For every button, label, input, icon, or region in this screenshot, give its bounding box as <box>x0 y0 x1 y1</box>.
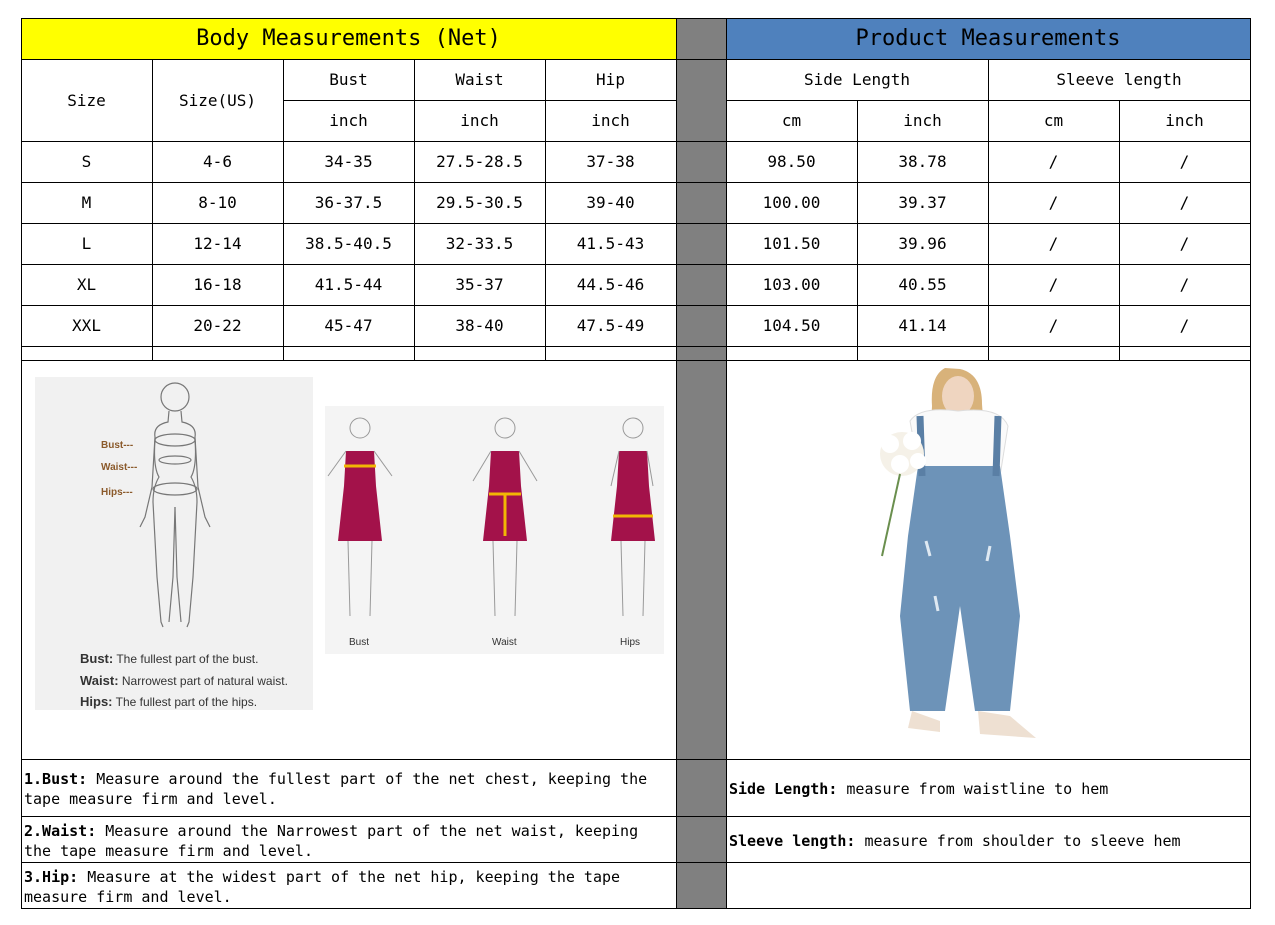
col-size: Size <box>67 90 106 110</box>
def-waist: Waist: Narrowest part of natural waist. <box>80 673 288 688</box>
overalls-model-drawing <box>860 366 1070 744</box>
table-cell: 37-38 <box>586 152 635 171</box>
table-cell: 38.5-40.5 <box>305 234 392 253</box>
unit-waist: inch <box>460 111 499 130</box>
figure-label-waist: Waist--- <box>101 462 138 473</box>
table-cell: XXL <box>72 316 101 335</box>
grid-line <box>676 18 677 909</box>
col-waist: Waist <box>455 70 504 89</box>
measuring-dress-drawing <box>325 406 664 654</box>
unit-sleeve-cm: cm <box>1043 111 1064 130</box>
table-cell: 45-47 <box>324 316 373 335</box>
table-cell: / <box>1179 193 1190 212</box>
table-cell: 39.96 <box>898 234 947 253</box>
table-cell: / <box>1048 152 1059 171</box>
table-cell: 47.5-49 <box>576 316 645 335</box>
grid-line <box>21 816 1251 817</box>
product-photo <box>860 366 1070 744</box>
table-cell: 27.5-28.5 <box>436 152 523 171</box>
grid-line <box>1250 18 1251 909</box>
table-cell: 16-18 <box>193 275 242 294</box>
unit-sleeve-inch: inch <box>1165 111 1204 130</box>
table-cell: XL <box>76 275 97 294</box>
table-cell: 36-37.5 <box>314 193 383 212</box>
col-size-us: Size(US) <box>178 90 257 110</box>
table-cell: / <box>1048 193 1059 212</box>
table-cell: 41.5-44 <box>314 275 383 294</box>
note-bust: 1.Bust: Measure around the fullest part of the net chest, keeping the tape measure firm and level. <box>24 770 648 808</box>
table-cell: 100.00 <box>762 193 821 212</box>
grid-line <box>21 346 1251 347</box>
def-hips: Hips: The fullest part of the hips. <box>80 694 258 709</box>
grid-line <box>21 360 1251 361</box>
unit-bust: inch <box>329 111 368 130</box>
note-hip: 3.Hip: Measure at the widest part of the net hip, keeping the tape measure firm and level. <box>24 868 621 906</box>
table-cell: 38-40 <box>455 316 504 335</box>
col-sleeve-length: Sleeve length <box>1056 70 1182 89</box>
table-cell: 20-22 <box>193 316 242 335</box>
table-cell: / <box>1179 152 1190 171</box>
table-cell: M <box>81 193 92 212</box>
table-cell: / <box>1048 316 1059 335</box>
table-cell: 39.37 <box>898 193 947 212</box>
body-outline-figure <box>35 377 313 710</box>
table-cell: 103.00 <box>762 275 821 294</box>
col-bust: Bust <box>329 70 368 89</box>
table-cell: 34-35 <box>324 152 373 171</box>
unit-side-inch: inch <box>903 111 942 130</box>
table-cell: / <box>1048 234 1059 253</box>
caption-bust: Bust <box>349 637 370 648</box>
unit-hip: inch <box>591 111 630 130</box>
def-bust: Bust: The fullest part of the bust. <box>80 651 259 666</box>
grid-line <box>21 18 1251 19</box>
figure-label-hips: Hips--- <box>101 487 133 498</box>
caption-hips: Hips <box>620 637 641 648</box>
table-cell: 4-6 <box>203 152 232 171</box>
table-cell: S <box>81 152 92 171</box>
col-side-length: Side Length <box>804 70 910 89</box>
note-waist: 2.Waist: Measure around the Narrowest part of the net waist, keeping the tape measure firm and level. <box>24 822 639 860</box>
note-side-length: Side Length: measure from waistline to hem <box>729 780 1109 798</box>
table-cell: 35-37 <box>455 275 504 294</box>
table-cell: L <box>81 234 92 253</box>
body-measurements-title: Body Measurements (Net) <box>196 26 501 51</box>
table-cell: / <box>1048 275 1059 294</box>
table-cell: 44.5-46 <box>576 275 645 294</box>
figure-label-bust: Bust--- <box>101 440 134 451</box>
table-cell: 12-14 <box>193 234 242 253</box>
measuring-dress-figure <box>325 406 664 654</box>
table-cell: / <box>1179 316 1190 335</box>
table-cell: 41.14 <box>898 316 947 335</box>
table-cell: 8-10 <box>198 193 237 212</box>
table-cell: 41.5-43 <box>576 234 645 253</box>
table-cell: 29.5-30.5 <box>436 193 523 212</box>
col-hip: Hip <box>596 70 625 89</box>
table-cell: / <box>1179 275 1190 294</box>
table-cell: 39-40 <box>586 193 635 212</box>
table-cell: 104.50 <box>762 316 821 335</box>
note-sleeve-length: Sleeve length: measure from shoulder to sleeve hem <box>729 832 1181 850</box>
grid-line <box>21 759 1251 760</box>
caption-waist: Waist <box>492 637 517 648</box>
table-cell: 32-33.5 <box>445 234 514 253</box>
table-cell: 98.50 <box>767 152 816 171</box>
product-measurements-title: Product Measurements <box>855 26 1121 51</box>
unit-side-cm: cm <box>781 111 802 130</box>
table-cell: 38.78 <box>898 152 947 171</box>
gray-separator-column <box>676 18 726 908</box>
table-cell: 101.50 <box>762 234 821 253</box>
table-cell: 40.55 <box>898 275 947 294</box>
table-cell: / <box>1179 234 1190 253</box>
